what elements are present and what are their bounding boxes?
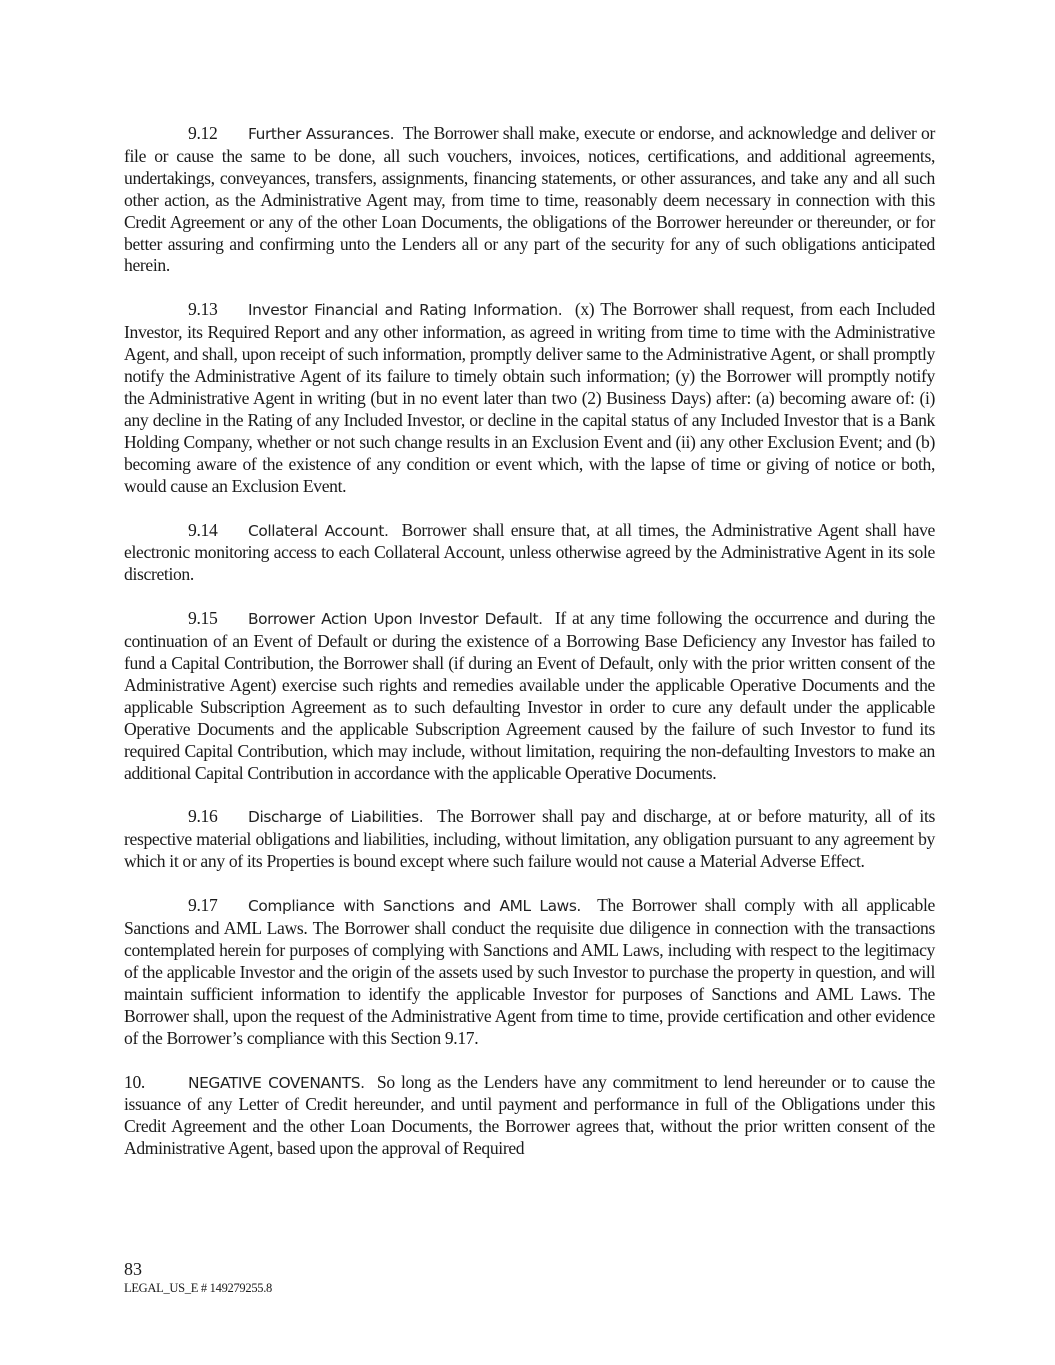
article-body: So long as the Lenders have any commitment to lend hereunder or to cause the issuance of any Letter of Credit hereunder, and until payment and performance in full of the Obligations under this Credit Agreement and the other Loan Documents, the Borrower agrees that, without the prior written consent of the Administrative Agent, based upon the approval of Required — [124, 1071, 935, 1159]
section-9-13 — [124, 299, 935, 497]
section-heading: Discharge of Liabilities. — [248, 808, 424, 827]
section-number: 9.13 — [188, 299, 218, 320]
section-9-14 — [124, 520, 935, 587]
section-body: The Borrower shall make, execute or endorse, and acknowledge and deliver or file or cause the same to be done, all such vouchers, invoices, notices, certifications, and additional agreements, undertakings, conveyances, transfers, assignments, financing statements, or other assurances, and take any and all such other action, as the Administrative Agent may, from time to time, reasonably deem necessary in connection with this Credit Agreement or any of the other Loan Documents, the obligations of the Borrower hereunder or thereunder, or for better assuring and confirming unto the Lenders all or any part of the security for any of such obligations anticipated herein. — [124, 123, 935, 276]
section-heading: Borrower Action Upon Investor Default. — [248, 610, 543, 629]
section-body: (x) The Borrower shall request, from each Included Investor, its Required Report and any other information, as agreed in writing from time to time with the Administrative Agent, and shall, upon receipt of such information, promptly deliver same to the Administrative Agent, or shall promptly notify the Administrative Agent of its failure to timely obtain such information; (y) the Borrower will promptly notify the Administrative Agent in writing (but in no event later than two (2) Business Days) after: (a) becoming aware of: (i) any decline in the Rating of any Included Investor, or decline in the capital status of any Included Investor that is a Bank Holding Company, whether or not such change results in an Exclusion Event and (ii) any other Exclusion Event; and (b) becoming aware of the existence of any condition or event which, with the lapse of time or giving of notice or both, would cause an Exclusion Event. — [124, 299, 936, 496]
section-number: 9.15 — [188, 608, 218, 629]
section-heading: Investor Financial and Rating Information. — [248, 301, 563, 320]
document-id: LEGAL_US_E # 149279255.8 — [124, 1281, 273, 1295]
article-heading: NEGATIVE COVENANTS. — [188, 1073, 365, 1092]
section-9-17 — [124, 895, 935, 1049]
article-10-negative-covenants — [124, 1072, 935, 1161]
section-heading: Further Assurances. — [248, 125, 395, 143]
section-number: 9.12 — [188, 123, 218, 143]
section-9-16 — [124, 806, 935, 873]
document-page — [124, 123, 935, 1182]
section-body: The Borrower shall pay and discharge, at or before maturity, all of its respective material obligations and liabilities, including, without limitation, any obligation pursuant to any agreement by which it or any of its Properties is bound except where such failure would not cause a Material Adverse Effect. — [124, 806, 936, 872]
section-number: 9.16 — [188, 806, 218, 827]
section-heading: Compliance with Sanctions and AML Laws. — [248, 897, 581, 916]
page-footer — [124, 1258, 272, 1296]
section-9-12 — [124, 123, 935, 277]
section-number: 9.14 — [188, 519, 218, 540]
article-number: 10. — [124, 1071, 145, 1092]
section-body: If at any time following the occurrence and during the continuation of an Event of Default or during the existence of a Borrowing Base Deficiency any Investor has failed to fund a Capital Contribution, the Borrower shall (if during an Event of Default, only with the prior written consent of the Administrative Agent) exercise such rights and remedies available under the applicable Operative Documents and the applicable Subscription Agreement as to such defaulting Investor in order to cure any default under the applicable Operative Documents and the applicable Subscription Agreement caused by the failure of such Investor to fund its required Capital Contribution, which may include, without limitation, requiring the non-defaulting Investors to make an additional Capital Contribution in accordance with the applicable Operative Documents. — [124, 608, 936, 783]
section-9-15 — [124, 608, 935, 784]
section-body: The Borrower shall comply with all applicable Sanctions and AML Laws. The Borrower shall conduct the requisite due diligence in connection with the transactions contemplated herein for purposes of complying with Sanctions and AML Laws, including with respect to the legitimacy of the applicable Investor and the origin of the assets used by such Investor to purchase the property in question, and will maintain sufficient information to identify the applicable Investor for purposes of Sanctions and AML Laws. The Borrower shall, upon the request of the Administrative Agent from time to time, provide certification and other evidence of the Borrower’s compliance with this Section 9.17. — [124, 895, 936, 1048]
section-heading: Collateral Account. — [248, 521, 389, 540]
section-number: 9.17 — [188, 895, 218, 916]
section-body: Borrower shall ensure that, at all times, the Administrative Agent shall have electronic monitoring access to each Collateral Account, unless otherwise agreed by the Administrative Agent in its sole discretion. — [124, 519, 935, 585]
page-number: 83 — [124, 1259, 142, 1279]
